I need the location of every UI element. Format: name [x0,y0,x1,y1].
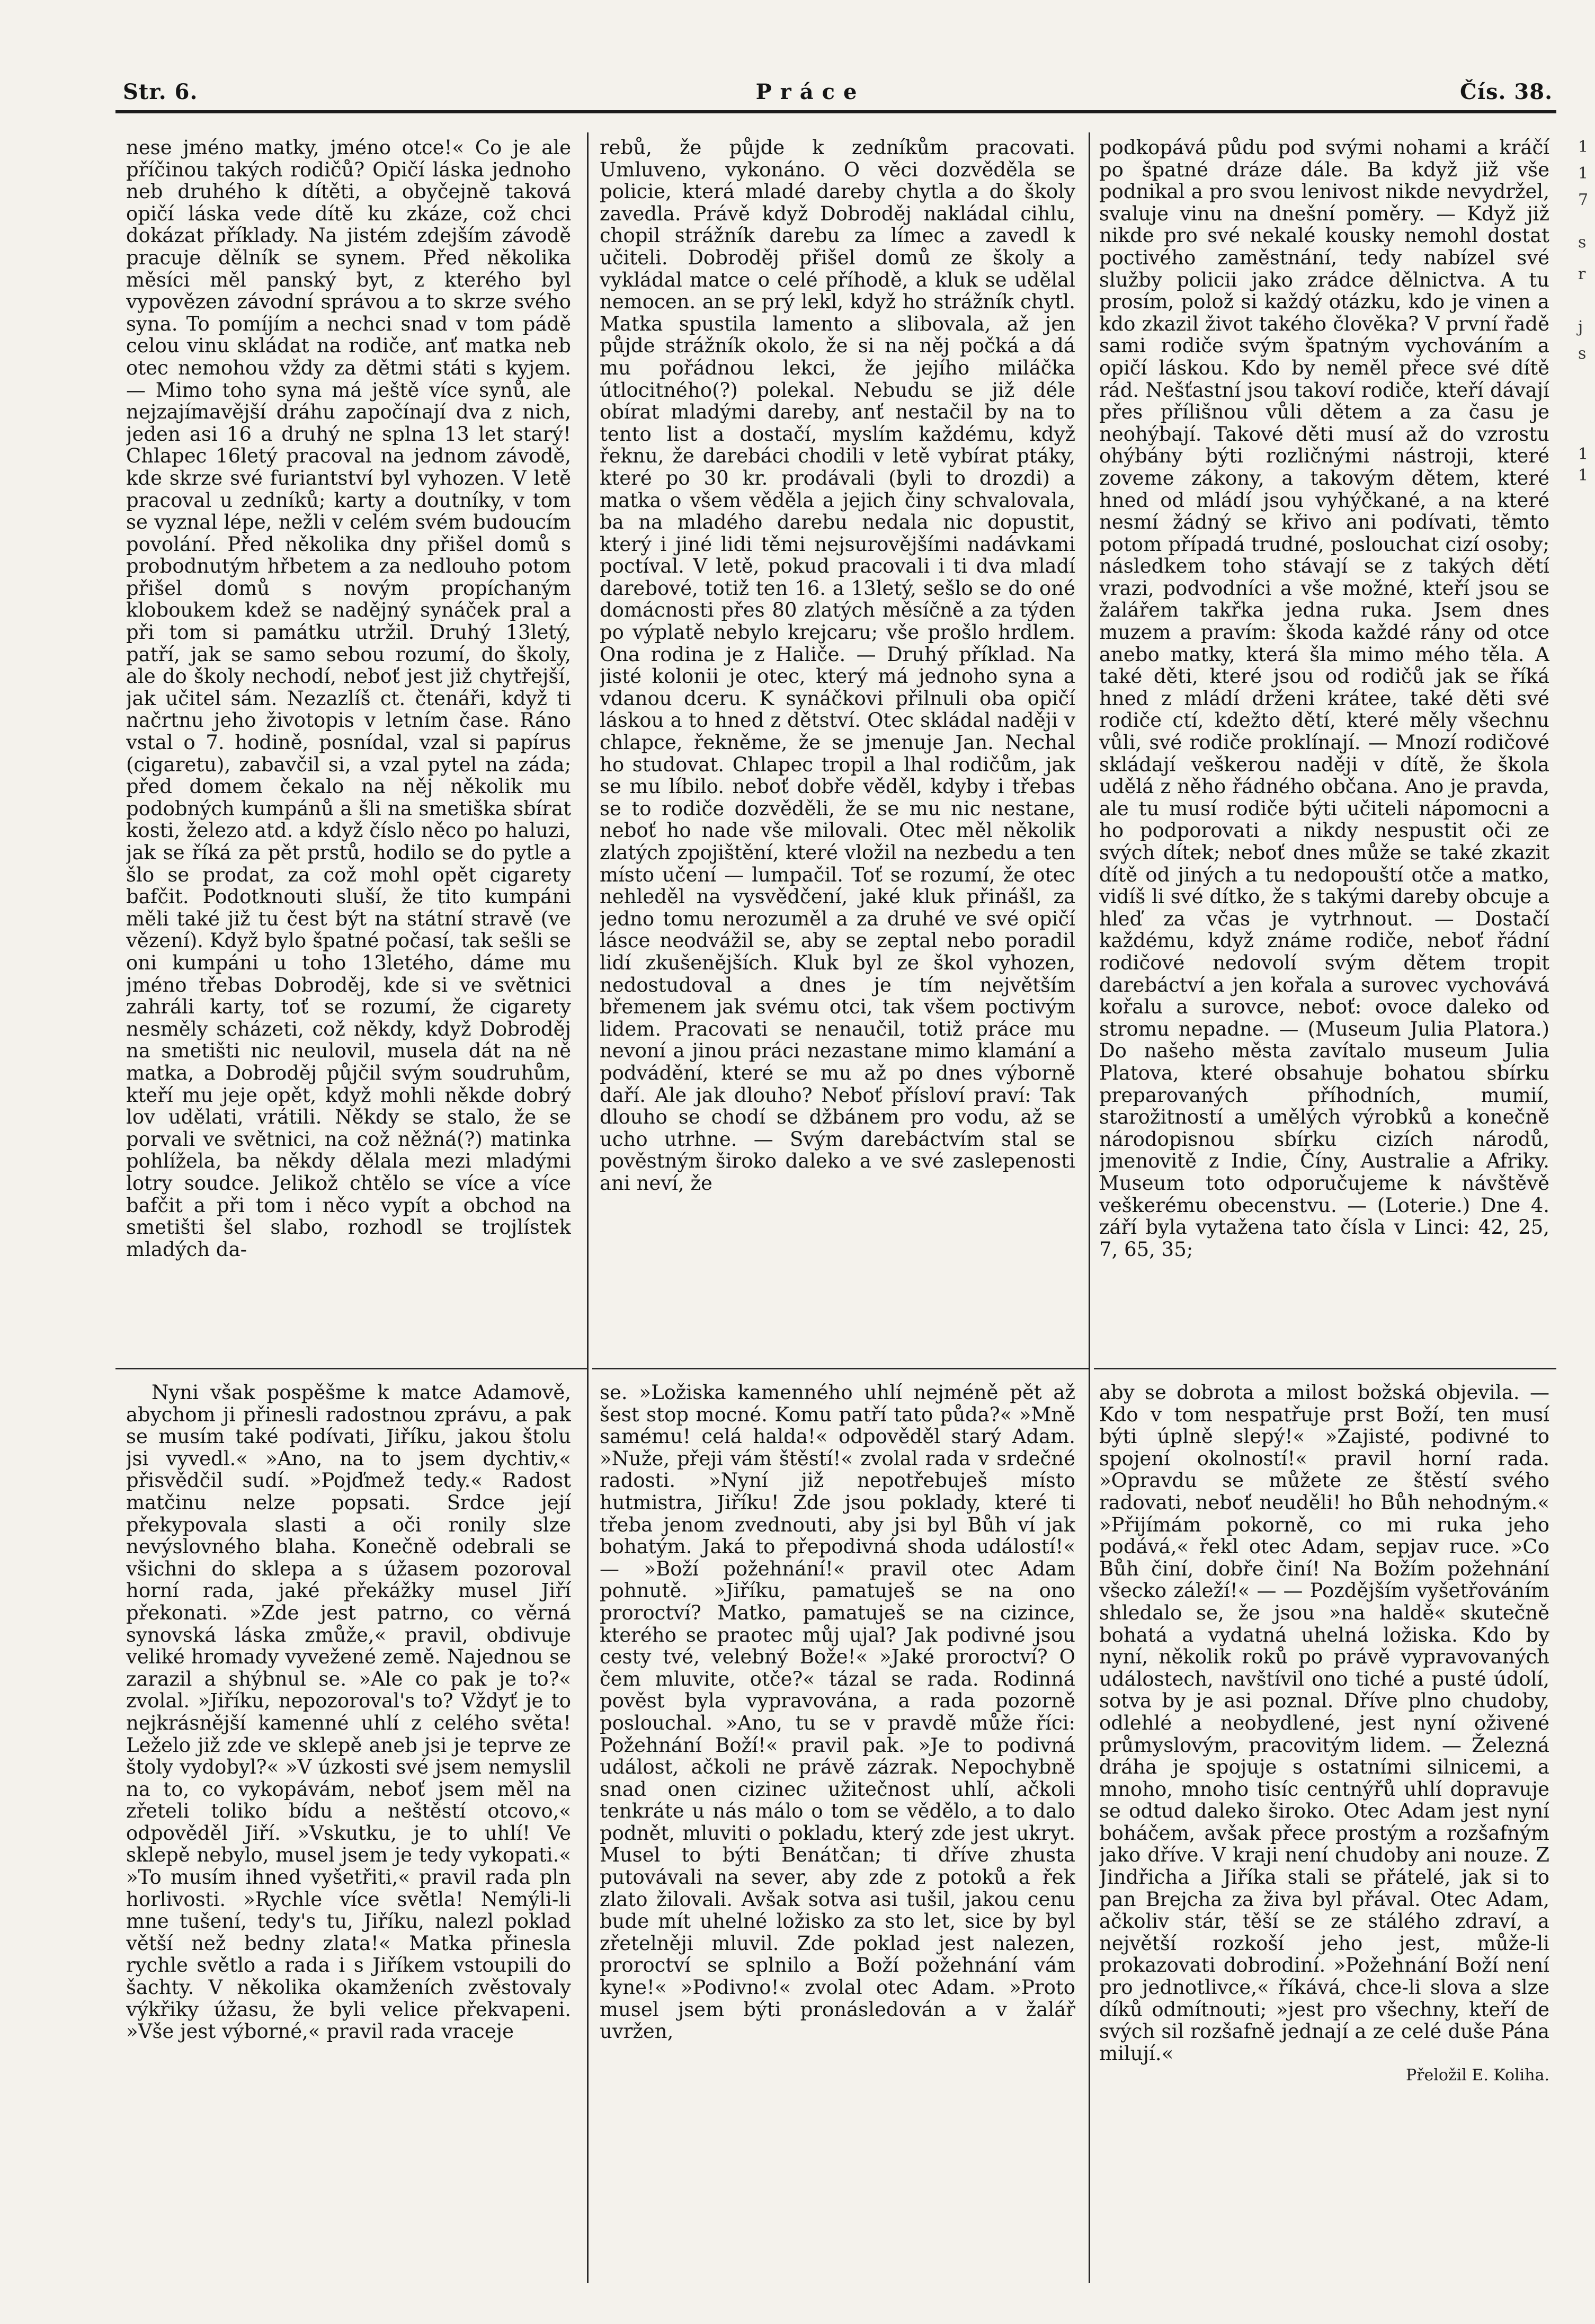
margin-glyph: 1 [1578,138,1589,156]
newspaper-title: Práce [755,79,866,104]
margin-glyph: 1 [1578,445,1589,464]
column-divider-right [1089,132,1090,2283]
margin-glyph: 7 [1578,191,1589,209]
story-text: se. »Ložiska kamenného uhlí nejméně pět až šest stop mocné. Komu patří tato půda?« »Mně samému! celá halda!« odpověděl starý Adam. »Nuže, přeji vám štěstí!« zvolal rada v srdečné radosti. »Nyní již nepotřebuješ místo hutmistra, Jiříku! Zde jsou poklady, které ti třeba jenom zvednouti, aby jsi byl Bůh ví jak bohatým. Jaká to přepodivná shoda událostí!« — »Boží požehnání!« pravil otec Adam pohnutě. »Jiříku, pamatuješ se na ono proroctví? Matko, pamatuješ se na cizince, kterého se praotec můj ujal? Jak podivné jsou cesty tvé, velebný Bože!« »Jaké proroctví? O čem mluvite, otče?« tázal se rada. Rodinná pověst byla vypravována, a rada pozorně poslouchal. »Ano, tu se v pravdě může říci: Požehnání Boží!« pravil pak. »Je to podivná událost, ačkoli ne právě zázrak. Nepochybně snad onen cizinec užitečnost uhlí, ačkoli tenkráte u nás málo o tom se vědělo, a to dalo podnět, mluviti o pokladu, který zde jest ukryt. Musel to býti Benátčan; ti dříve zhusta putovávali na sever, aby zde z potoků a řek zlato žilovali. Avšak sotva asi tušil, jakou cenu bude mít uhelné ložisko za sto let, sice by byl zřetelněji mluvil. Zde poklad jest nalezen, proroctví se splnilo a Boží požehnání vám kyne!« »Podivno!« zvolal otec Adam. »Proto musel jsem býti pronásledován a v žalář uvržen, [600,1382,1075,2043]
margin-glyph: j [1578,318,1583,336]
article-text: nese jméno matky, jméno otce!« Co je ale příčinou takých rodičů? Opičí láska jednoho neb druhého k dítěti, a obyčejně taková opičí láska vede dítě ku zkáze, což chci dokázat příklady. Na jistém zdejším závodě pracuje dělník se synem. Před několika měsíci měl panský byt, z kterého byl vypovězen závodní správou a to skrze svého syna. To pomíjím a nechci snad v tom pádě celou vinu skládat na rodiče, anť matka neb otec nemohou vždy za dětmi státi s kyjem. — Mimo toho syna má ještě více synů, ale nejzajímavější dráhu započínají dva z nich, jeden asi 16 a druhý ne splna 13 let starý! Chlapec 16letý pracoval na jednom závodě, kde skrze své furiantství byl vyhozen. V letě pracoval u zedníků; karty a doutníky, v tom se vyznal lépe, nežli v celém svém budoucím povolání. Před několika dny přišel domů s probodnutým hřbetem a za nedlouho potom přišel domů s novým propíchaným kloboukem kdež se nadějný synáček pral a při tom si památku utržil. Druhý 13letý, patří, jak se samo sebou rozumí, do školy, ale do školy nechodí, neboť jest již chytřejší, jak učitel sám. Nezazlíš ct. čtenáři, když ti načrtnu jeho životopis v letním čase. Ráno vstal o 7. hodině, posnídal, vzal si papírus (cigaretu), zabavčil si, a vzal pytel na záda; před domem čekalo na něj několik mu podobných kumpánů a šli na smetiška sbírat kosti, železo atd. a když číslo něco po haluzi, jak se říká za pět prstů, hodilo se do pytle a šlo se prodat, za což mohl opět cigarety bafčit. Podotknouti sluší, že tito kumpáni měli také již tu čest být na státní stravě (ve vězení). Když bylo špatné počasí, tak sešli se oni kumpáni u toho 13letého, dáme mu jméno třebas Dobroděj, kde si ve světnici zahráli karty, toť se rozumí, že cigarety nesměly scházeti, což někdy, když Dobroděj na smetišti nic neulovil, musela dát na ně matka, a Dobroděj půjčil svým soudruhům, kteří mu jeje opět, když mohli někde dobrý lov udělati, vrátili. Někdy se stalo, že se porvali ve světnici, na což něžná(?) matinka pohlížela, ba někdy dělala mezi mladými lotry soudce. Jelikož chtělo se více a více bafčit a při tom i něco vypít a obchod na smetišti šel slabo, rozhodl se trojlístek mladých da- [126,137,571,1261]
section-rule-col2 [592,1368,1089,1369]
margin-glyph: s [1578,233,1587,252]
article-column-1 [126,137,571,1358]
margin-glyph: 1 [1578,466,1589,485]
header-rule [115,110,1556,113]
page-number: Str. 6. [123,79,198,104]
story-text: Nyni však pospěšme k matce Adamově, abychom ji přinesli radostnou zprávu, a pak se musím také podívati, Jiříku, jakou štolu jsi vyvedl.« »Ano, na to jsem dychtiv,« přisvědčil sudí. »Pojďmež tedy.« Radost matčinu nelze popsati. Srdce její překypovala slasti a oči ronily slze nevýslovného blaha. Konečně odebrali se všichni do sklepa a s úžasem pozoroval horní rada, jaké překážky musel Jiří překonati. »Zde jest patrno, co věrná synovská láska zmůže,« pravil, obdivuje veliké hromady vyvežené země. Najednou se zarazil a shýbnul se. »Ale co pak je to?« zvolal. »Jiříku, nepozoroval's to? Vždyť je to nejkrásnější kamenné uhlí z celého světa! Leželo již zde ve sklepě aneb jsi je teprve ze štoly vydobyl?« »V úzkosti své jsem nemyslil na to, co vykopávám, neboť jsem měl na zřeteli toliko bídu a neštěstí otcovo,« odpověděl Jiří. »Vskutku, je to uhlí! Ve sklepě nebylo, musel jsem je tedy vykopati.« »To musím ihned vyšetřiti,« pravil rada pln horlivosti. »Rychle více světla! Nemýli-li mne tušení, tedy's tu, Jiříku, nalezl poklad větší než bedny zlata!« Matka přinesla rychle světlo a rada i s Jiříkem vstoupili do šachty. V několika okamženích zvěstovaly výkřiky úžasu, že byli velice překvapeni. »Vše jest výborné,« pravil rada vraceje [126,1382,571,2043]
margin-glyph: s [1578,344,1587,363]
article-text: rebů, že půjde k zedníkům pracovati. Umluveno, vykonáno. O věci dozvěděla se policie, která mladé dareby chytla a do školy zavedla. Právě když Dobroděj nakládal cihlu, chopil strážník darebu za límec a zavedl k učiteli. Dobroděj přišel domů ze školy a vykládal matce o celé příhodě, a kluk se udělal nemocen. an se prý lekl, když ho strážník chytl. Matka spustila lamento a slibovala, až jen půjde strážník okolo, že si na něj počká a dá mu pořádnou lekci, že jejího miláčka útlocitného(?) polekal. Nebudu se již déle obírat mladými dareby, anť nestačil by na to tento list a dostačí, myslím každému, když řeknu, že darebáci chodili v letě vybírat ptáky, které po 30 kr. prodávali (byli to drozdi) a matka o všem věděla a jejich činy schvalovala, ba na mladého darebu nedala nic dopustit, který i jiné lidi těmi nejsurovějšími nadávkami poctíval. V letě, pokud pracovali i ti dva mladí darebové, totiž ten 16. a 13letý, sešlo se do oné domácnosti přes 80 zlatých měsíčně a za týden po výplatě nebylo krejcaru; vše prošlo hrdlem. Ona rodina je z Haliče. — Druhý příklad. Na jisté kolonii je otec, který má jednoho syna a vdanou dceru. K synáčkovi přilnuli oba opičí láskou a to hned z dětství. Otec skládal naději v chlapce, řekněme, že se jmenuje Jan. Nechal ho studovat. Chlapec tropil a lhal rodičům, jak se mu líbilo. neboť dobře věděl, kdyby i třebas se to rodiče dozvěděli, že se mu nic nestane, neboť ho nade vše milovali. Otec měl několik zlatých zpojištění, které vložil na nezbedu a ten místo učení — lumpačil. Toť se rozumí, že otec nehleděl na vysvědčení, jaké kluk přinášl, za jedno tomu nerozuměl a za druhé ve své opičí lásce neodvážil se, aby se zeptal nebo poradil lidí zkušenějších. Kluk byl ze škol vyhozen, nedostudoval a dnes je tím největším břemenem jak svému otci, tak všem poctivým lidem. Pracovati se nenaučil, totiž práce mu nevoní a jinou práci nezastane mimo klamání a podvádění, které se mu až po dnes výborně daří. Ale jak dlouho? Neboť přísloví praví: Tak dlouho se chodí se džbánem pro vodu, až se ucho utrhne. — Svým darebáctvím stal se pověstným široko daleko a ve své zaslepenosti ani neví, že [600,137,1075,1195]
translator-signature: Přeložil E. Koliha. [1405,2066,1549,2085]
feuilleton-column-1 [126,1382,571,2282]
issue-number: Čís. 38. [1460,79,1553,104]
article-text: podkopává půdu pod svými nohami a kráčí po špatné dráze dále. Ba když již vše podnikal a pro svou lenivost nikde nevydržel, svaluje vinu na dnešní poměry. — Když již nikde pro své nekalé kousky nemohl dostat poctivého zaměstnání, tedy nabízel své služby policii jako zrádce dělnictva. A tu prosím, polož si každý otázku, kdo je vinen a kdo zkazil život takého člověka? V první řadě sami rodiče svým špatným vychováním a opičí láskou. Kdo by neměl přece své dítě rád. Nešťastní jsou takoví rodiče, kteří dávají přes přílišnou vůli dětem a za času je neohýbají. Takové děti musí až do vzrostu ohýbány býti rozličnými nástroji, které zoveme zákony, a takovým dětem, které hned od mládí jsou vyhýčkané, a na které nesmí žádný se křivo ani podívati, těmto potom případá trudné, poslouchat cizí osoby; následkem toho stávají se z takých dětí vrazi, podvodníci a vše možné, kteří jsou se žalářem takřka jedna ruka. Jsem dnes muzem a pravím: škoda každé rány od otce anebo matky, která šla mimo mého těla. A také děti, které jsou od rodičů jak se říká hned z mládí drženi krátee, také děti své rodiče ctí, kdežto dětí, které měly všechnu vůli, své rodiče proklínají. — Mnozí rodičové skládají veškerou naději v dítě, že škola udělá z něho řádného občana. Ano je pravda, ale tu musí rodiče býti učiteli nápomocni a ho podporovati a nikdy nespustit oči ze svých dítek; neboť dnes může se také zkazit dítě od jiných a tu nedopouští otče a matko, vidíš li své dítko, že s takými dareby obcuje a hleď za včas je vytrhnout. — Dostačí každému, když známe rodiče, neboť řádní rodičové nedovolí svým dětem tropit darebáctví a jen kořala a surovec vychovává kořalu a surovce, neboť: ovoce daleko od stromu nepadne. — (Museum Julia Platora.) Do našeho města zavítalo museum Julia Platova, které obsahuje bohatou sbírku preparovaných příhodních, mumií, starožitností a umělých výrobků a konečně národopisnou sbírku cizích národů, jmenovitě z Indie, Číny, Australie a Afriky. Museum toto odporučujeme k návštěvě veškerému obecenstvu. — (Loterie.) Dne 4. září byla vytažena tato čísla v Linci: 42, 25, 7, 65, 35; [1099,137,1549,1261]
section-rule-col3 [1094,1368,1556,1369]
feuilleton-column-2 [600,1382,1075,2282]
column-divider-left [587,132,589,2283]
section-rule-col1 [115,1368,587,1369]
article-column-2 [600,137,1075,1358]
article-column-3 [1099,137,1549,1358]
margin-glyph: 1 [1578,164,1589,183]
story-text: aby se dobrota a milost božská objevila. — Kdo v tom nespatřuje prst Boží, ten musí býti úplně slepý!« »Zajisté, podivné to spojení okolností!« pravil horní rada. »Opravdu se můžete ze štěstí svého radovati, neboť neuděli! ho Bůh nehodným.« »Přijímám pokorně, co mi ruka jeho podává,« řekl otec Adam, sepjav ruce. »Co Bůh činí, dobře činí! Na Božím požehnání všecko záleží!« — — Pozdějším vyšetřováním shledalo se, že jsou »na haldě« skutečně bohatá a vydatná uhelná ložiska. Kdo by nyní, několik roků po právě vypravovaných událostech, navštívil ono tiché a pusté údolí, sotva by je asi poznal. Dříve plno chudoby, odlehlé a neobydlené, jest nyní oživené průmyslovým, pracovitým lidem. — Železná dráha je spojuje s ostatními silnicemi, a mnoho, mnoho tisíc centnýřů uhlí dopravuje se odtud daleko široko. Otec Adam jest nyní boháčem, avšak přece prostým a rozšafným jako dříve. V kraji není chudoby ani nouze. Z Jindřicha a Jiříka stali se přátelé, jak si to pan Brejcha za živa byl přával. Otec Adam, ačkoliv stár, těší se ze stálého zdraví, a největší rozkoší jeho jest, může-li prokazovati dobrodiní. »Požehnání Boží není pro jednotlivce,« říkává, chce-li slova a slze díků odmítnouti; »jest pro všechny, kteří de svých sil rozšafně jednají a ze celé duše Pána milují.« [1099,1382,1549,2065]
feuilleton-column-3 [1099,1382,1549,2282]
margin-glyph: r [1578,265,1586,283]
